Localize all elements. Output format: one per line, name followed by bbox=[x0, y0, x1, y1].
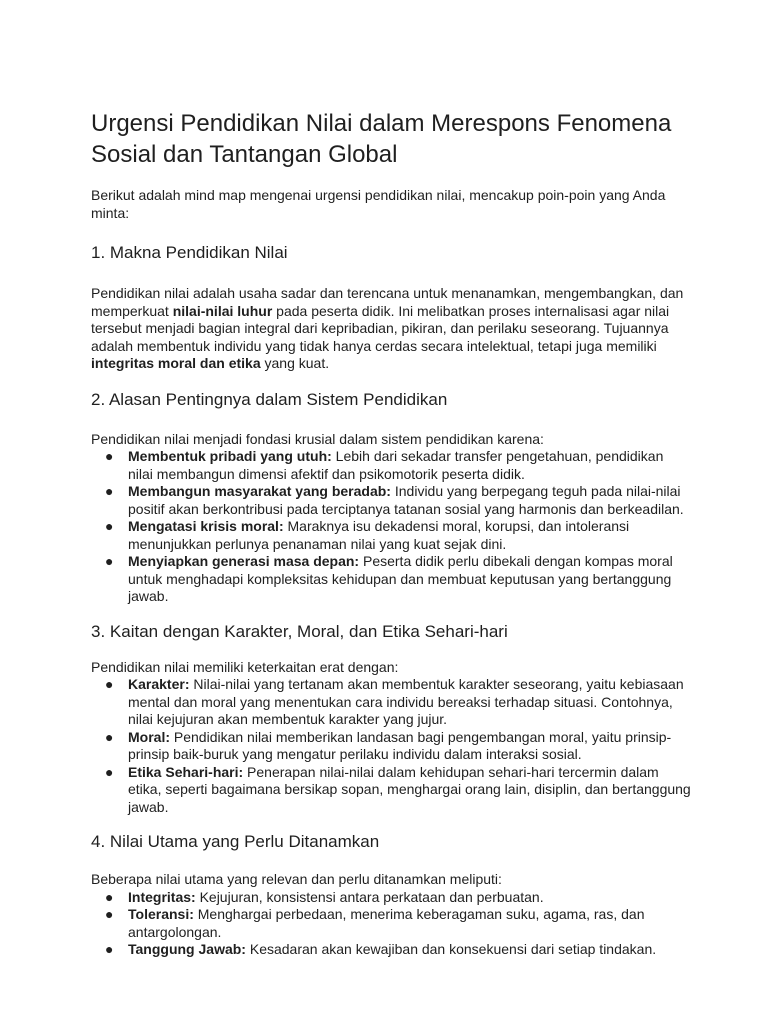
list-item-text: Maraknya isu dekadensi moral, korupsi, dan intoleransi menunjukkan perlunya penanaman nilai yang kuat sejak dini. bbox=[128, 518, 630, 552]
section-2-lead: Pendidikan nilai menjadi fondasi krusial dalam sistem pendidikan karena: bbox=[91, 430, 544, 447]
bullet-icon: ● bbox=[105, 553, 114, 569]
list-item-text: Individu yang berpegang teguh pada nilai-nilai positif akan berkontribusi pada terciptanya tatanan sosial yang harmonis dan berkeadilan. bbox=[128, 483, 684, 517]
section-1-heading: 1. Makna Pendidikan Nilai bbox=[91, 243, 288, 262]
bullet-icon: ● bbox=[105, 483, 114, 499]
section-4-list bbox=[91, 889, 691, 959]
section-1-text-a: Pendidikan nilai adalah usaha sadar dan terencana untuk menanamkan, mengembangkan, dan memperkuat bbox=[91, 285, 684, 319]
section-4-lead: Beberapa nilai utama yang relevan dan perlu ditanamkan meliputi: bbox=[91, 871, 502, 887]
section-4-heading: 4. Nilai Utama yang Perlu Ditanamkan bbox=[91, 832, 380, 851]
bullet-icon: ● bbox=[105, 906, 114, 922]
intro-paragraph: Berikut adalah mind map mengenai urgensi pendidikan nilai, mencakup poin-poin yang Anda minta: bbox=[91, 187, 666, 221]
list-item-label: Moral: bbox=[128, 728, 170, 745]
list-item-text: Peserta didik perlu dibekali dengan kompas moral untuk menghadapi kompleksitas kehidupan dan membuat keputusan yang bertanggung jawab. bbox=[128, 553, 673, 604]
list-item-text: Lebih dari sekadar transfer pengetahuan, pendidikan nilai membangun dimensi afektif dan psikomotorik peserta didik. bbox=[128, 448, 664, 482]
list-item bbox=[91, 764, 691, 817]
section-1-paragraph bbox=[91, 285, 691, 373]
list-item-label: Menyiapkan generasi masa depan: bbox=[128, 553, 360, 569]
section-1-text-b: pada peserta didik. Ini melibatkan proses internalisasi agar nilai tersebut menjadi bagian integral dari kepribadian, pikiran, dan perilaku seseorang. Tujuannya adalah membentuk individu yang tidak hanya cerdas secara intelektual, tetapi juga memiliki bbox=[91, 302, 670, 354]
section-1-text-c: yang kuat. bbox=[260, 355, 330, 371]
list-item-label: Toleransi: bbox=[128, 906, 194, 922]
list-item bbox=[91, 889, 691, 907]
section-3-lead: Pendidikan nilai memiliki keterkaitan erat dengan: bbox=[91, 658, 399, 675]
section-2-heading: 2. Alasan Pentingnya dalam Sistem Pendidikan bbox=[91, 389, 448, 409]
bullet-icon: ● bbox=[105, 763, 114, 780]
bullet-icon: ● bbox=[105, 728, 114, 745]
list-item-text: Pendidikan nilai memberikan landasan bagi pengembangan moral, yaitu prinsip-prinsip baik-buruk yang mengatur perilaku individu dalam interaksi sosial. bbox=[128, 728, 672, 762]
list-item bbox=[91, 676, 691, 729]
document-body bbox=[91, 108, 691, 959]
list-item-text: Kesadaran akan kewajiban dan konsekuensi dari setiap tindakan. bbox=[245, 941, 657, 957]
list-item-label: Mengatasi krisis moral: bbox=[128, 518, 284, 534]
list-item-label: Integritas: bbox=[128, 888, 196, 905]
list-item bbox=[91, 941, 691, 959]
section-3-heading: 3. Kaitan dengan Karakter, Moral, dan Etika Sehari-hari bbox=[91, 621, 508, 641]
list-item-label: Membentuk pribadi yang utuh: bbox=[128, 448, 332, 464]
bullet-icon: ● bbox=[105, 448, 114, 464]
section-2-list bbox=[91, 448, 691, 606]
section-1-bold-a: nilai-nilai luhur bbox=[172, 302, 273, 319]
list-item bbox=[91, 553, 691, 606]
list-item bbox=[91, 518, 691, 553]
list-item bbox=[91, 448, 691, 483]
list-item-label: Tanggung Jawab: bbox=[128, 941, 246, 957]
bullet-icon: ● bbox=[105, 676, 114, 692]
list-item-text: Penerapan nilai-nilai dalam kehidupan sehari-hari tercermin dalam etika, seperti bagaimana bersikap sopan, menghargai orang lain, disiplin, dan bertanggung jawab. bbox=[128, 763, 691, 815]
bullet-icon: ● bbox=[105, 941, 114, 957]
list-item bbox=[91, 729, 691, 764]
section-1-bold-b: integritas moral dan etika bbox=[91, 355, 261, 371]
bullet-icon: ● bbox=[105, 518, 114, 534]
section-3-list bbox=[91, 676, 691, 816]
list-item-text: Nilai-nilai yang tertanam akan membentuk karakter seseorang, yaitu kebiasaan mental dan moral yang menentukan cara individu bereaksi terhadap situasi. Contohnya, nilai kejujuran akan membentuk karakter yang jujur. bbox=[128, 676, 684, 727]
bullet-icon: ● bbox=[105, 888, 114, 905]
list-item-label: Karakter: bbox=[128, 676, 190, 692]
list-item bbox=[91, 483, 691, 518]
list-item-text: Menghargai perbedaan, menerima keberagaman suku, agama, ras, dan antargolongan. bbox=[128, 906, 645, 940]
list-item bbox=[91, 906, 691, 941]
page-title: Urgensi Pendidikan Nilai dalam Merespons Fenomena Sosial dan Tantangan Global bbox=[91, 110, 672, 168]
list-item-label: Etika Sehari-hari: bbox=[128, 763, 244, 780]
list-item-label: Membangun masyarakat yang beradab: bbox=[128, 483, 391, 499]
list-item-text: Kejujuran, konsistensi antara perkataan dan perbuatan. bbox=[195, 888, 544, 905]
